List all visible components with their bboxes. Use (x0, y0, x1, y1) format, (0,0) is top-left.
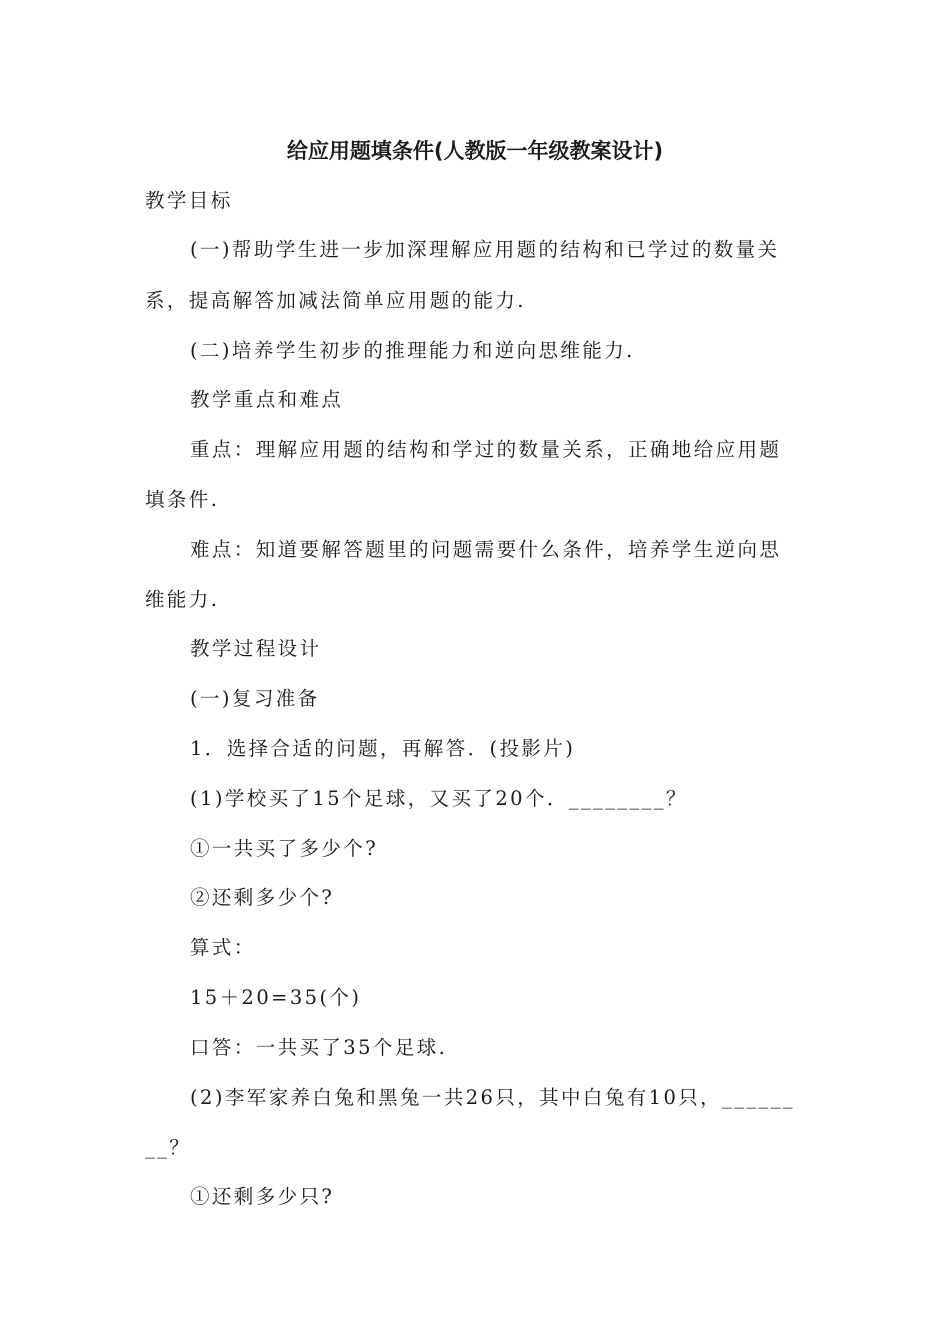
paragraph-line: 填条件. (145, 488, 220, 511)
heading-key-points: 教学重点和难点 (190, 388, 344, 411)
formula-line: 15＋20=35(个) (190, 986, 362, 1009)
exercise-line: __？ (145, 1136, 192, 1159)
option-line: ①一共买了多少个? (190, 837, 379, 860)
heading-teaching-goals: 教学目标 (145, 189, 233, 212)
formula-label: 算式： (190, 936, 256, 959)
section-heading: (一)复习准备 (190, 687, 320, 710)
exercise-line: (2)李军家养白兔和黑兔一共26只，其中白兔有10只，______ (190, 1086, 795, 1109)
paragraph-line: 难点：知道要解答题里的问题需要什么条件，培养学生逆向思 (190, 538, 782, 561)
paragraph-line: (二)培养学生初步的推理能力和逆向思维能力. (190, 339, 635, 362)
document-title: 给应用题填条件(人教版一年级教案设计) (286, 139, 664, 163)
answer-line: 口答：一共买了35个足球. (190, 1036, 448, 1059)
option-line: ②还剩多少个? (190, 886, 335, 909)
option-line: ①还剩多少只? (190, 1185, 335, 1208)
exercise-line: (1)学校买了15个足球，又买了20个．________？ (190, 787, 688, 810)
paragraph-line: 维能力. (145, 588, 220, 611)
heading-process: 教学过程设计 (190, 637, 322, 660)
paragraph-line: 重点：理解应用题的结构和学过的数量关系，正确地给应用题 (190, 438, 782, 461)
exercise-line: 1．选择合适的问题，再解答．(投影片) (190, 737, 576, 760)
paragraph-line: 系，提高解答加减法简单应用题的能力. (145, 289, 526, 312)
paragraph-line: (一)帮助学生进一步加深理解应用题的结构和已学过的数量关 (190, 238, 780, 261)
